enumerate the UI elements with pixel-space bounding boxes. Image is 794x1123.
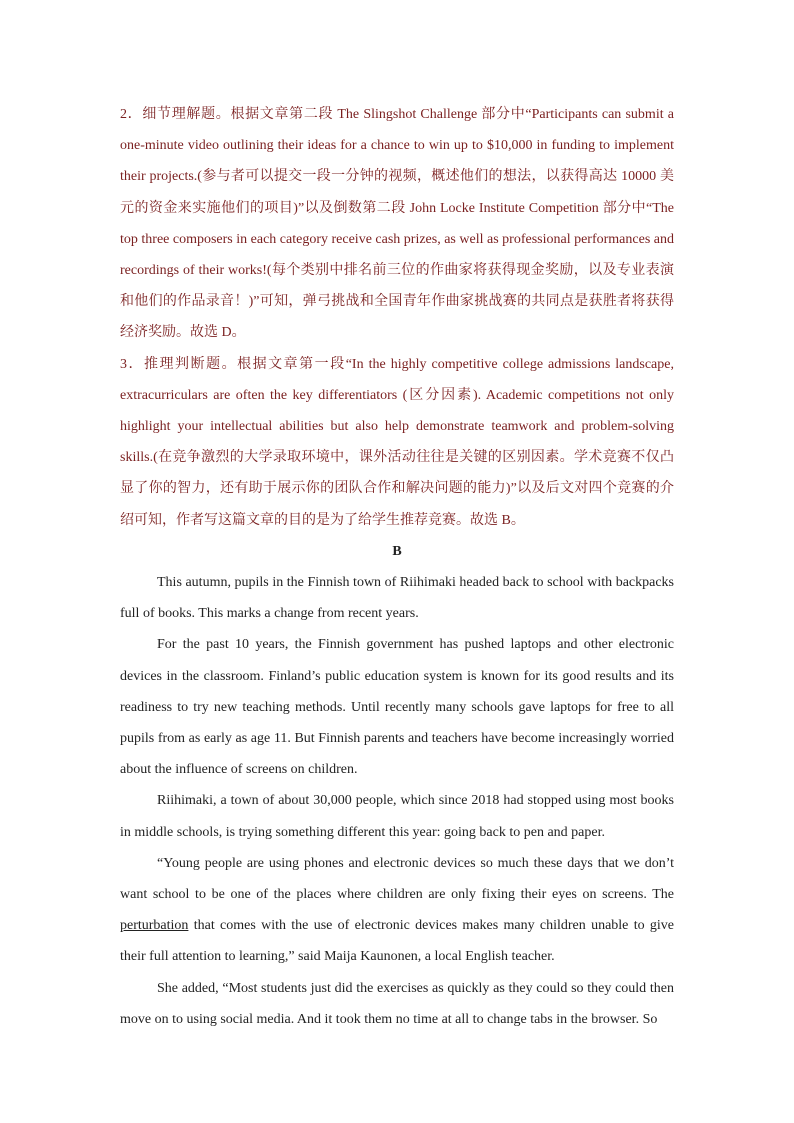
passage-paragraph-1: This autumn, pupils in the Finnish town of Riihimaki headed back to school with backpacks full of books. This marks a change from recent years. <box>120 575 674 622</box>
answer-explanation-2: 2．细节理解题。根据文章第二段 The Slingshot Challenge 部分中“Participants can submit a one-minute video outlining their ideas for a chance to win up to $10,000 in funding to implement their projects.(参与者可以提交一段一分钟的视频，概述他们的想法，以获得高达 10000 美元的资金来实施他们的项目)”以及倒数第二段 John Locke Institute Competition 部分中“The top three composers in each category receive cash prizes, as well as professional performances and recordings of their works!(每个类别中排名前三位的作曲家将获得现金奖励，以及专业表演和他们的作品录音！)”可知，弹弓挑战和全国青年作曲家挑战赛的共同点是获胜者将获得经济奖励。故选 D。 <box>120 107 674 341</box>
underlined-word: perturbation <box>120 918 189 934</box>
passage-paragraph-2: For the past 10 years, the Finnish government has pushed laptops and other electronic devices in the classroom. Finland’s public education system is known for its good results and its readiness to try new teaching methods. Until recently many schools gave laptops for free to all pupils from as early as age 11. But Finnish parents and teachers have become increasingly worried about the influence of screens on children. <box>120 637 674 778</box>
section-letter: B <box>392 543 402 559</box>
passage-paragraph-4 <box>120 848 674 973</box>
passage-paragraph-5: She added, “Most students just did the exercises as quickly as they could so they could then move on to using social media. And it took them no time at all to change tabs in the browser. So <box>120 980 674 1027</box>
passage-paragraph-3: Riihimaki, a town of about 30,000 people, which since 2018 had stopped using most books in middle schools, is trying something different this year: going back to pen and paper. <box>120 793 674 840</box>
passage-p4-start: “Young people are using phones and electronic devices so much these days that we don’t want school to be one of the places where children are only fixing their eyes on screens. The <box>120 855 674 903</box>
answer-explanation-3: 3．推理判断题。根据文章第一段“In the highly competitive college admissions landscape, extracurriculars are often the key differentiators (区分因素). Academic competitions not only highlight your intellectual abilities but also help demonstrate teamwork and problem-solving skills.(在竞争激烈的大学录取环境中，课外活动往往是关键的区别因素。学术竞赛不仅凸显了你的智力，还有助于展示你的团队合作和解决问题的能力)”以及后文对四个竞赛的介绍可知，作者写这篇文章的目的是为了给学生推荐竞赛。故选 B。 <box>120 356 674 528</box>
passage-p4-end: that comes with the use of electronic devices makes many children unable to give their full attention to learning,” said Maija Kaunonen, a local English teacher. <box>120 918 674 965</box>
